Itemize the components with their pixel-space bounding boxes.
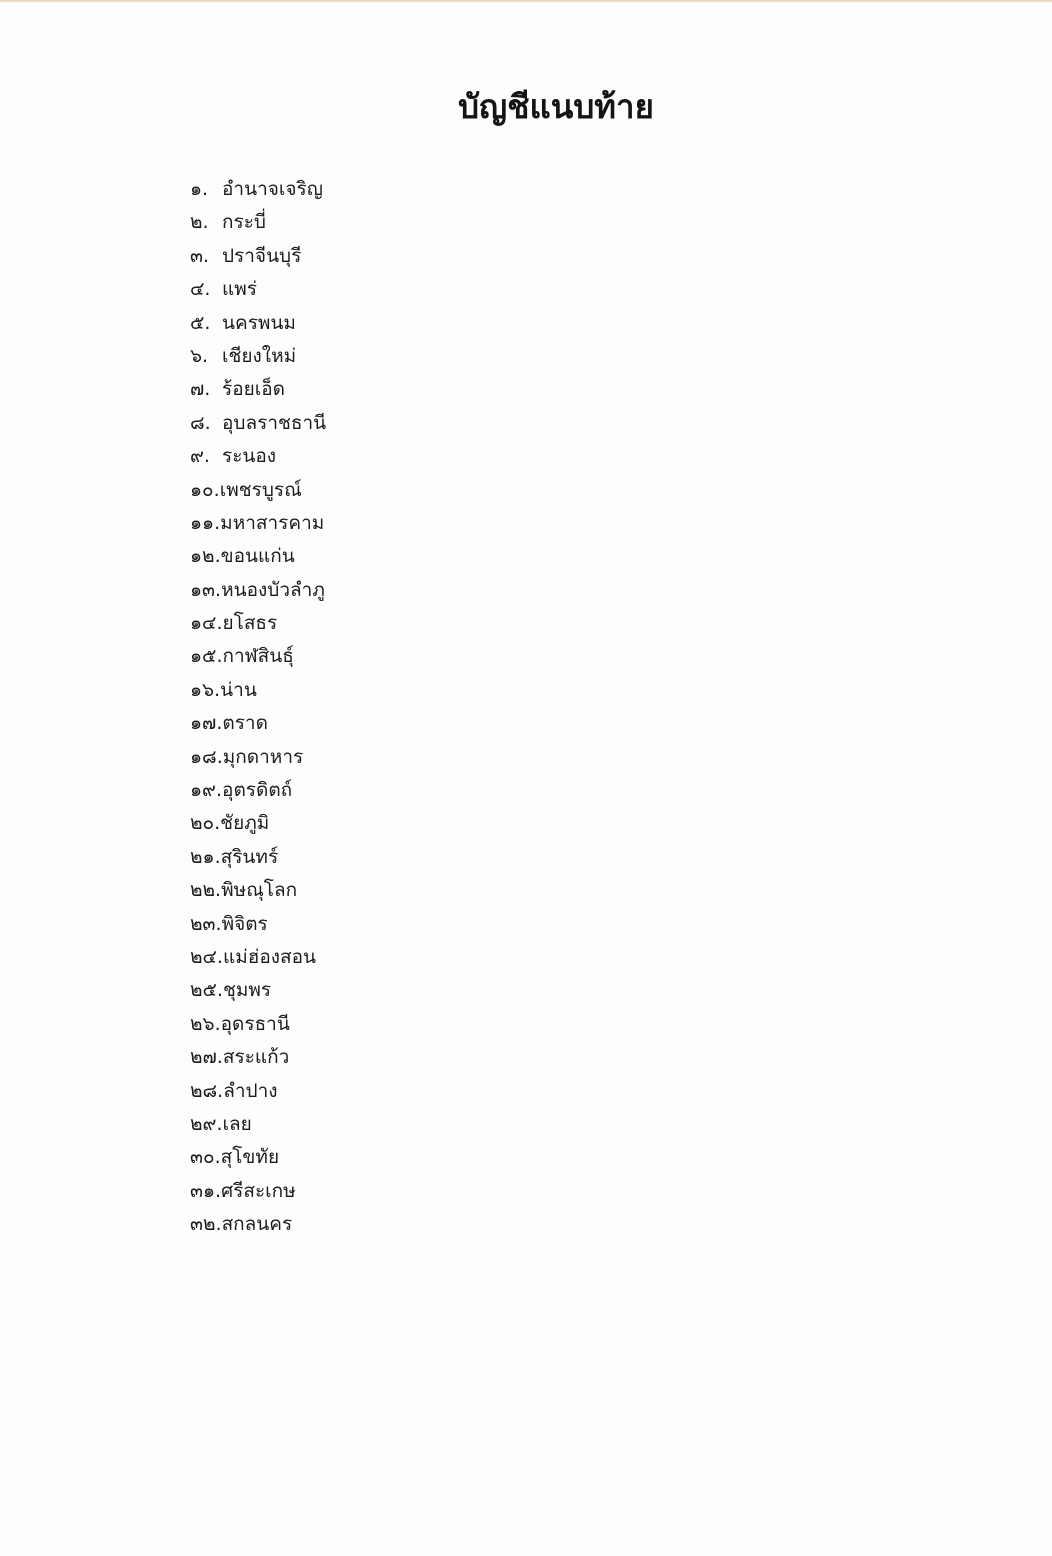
list-item-province-name: ศรีสะเกษ: [221, 1179, 296, 1202]
list-item: [190, 440, 326, 473]
list-item-number: ๒๖.: [190, 1012, 221, 1035]
list-item: [190, 707, 326, 740]
list-item: [190, 1008, 326, 1041]
list-item-province-name: มหาสารคาม: [220, 511, 325, 534]
list-item: [190, 1208, 326, 1241]
list-item: [190, 1175, 326, 1208]
list-item-province-name: เชียงใหม่: [222, 344, 297, 367]
document-title: บัญชีแนบท้าย: [458, 87, 654, 126]
list-item-province-name: หนองบัวลำภู: [221, 578, 325, 601]
list-item-number: ๓๐.: [190, 1146, 221, 1169]
list-item: [190, 307, 326, 340]
list-item-province-name: เพชรบูรณ์: [219, 478, 302, 501]
page-top-edge: [0, 0, 1052, 3]
list-item: [190, 407, 326, 440]
list-item: [190, 340, 326, 373]
list-item-number: ๘.: [190, 411, 211, 434]
list-item-number: ๑๓.: [190, 578, 222, 601]
list-item-province-name: พิจิตร: [221, 912, 268, 935]
list-item: [190, 206, 326, 239]
list-item: [190, 741, 326, 774]
list-item: [190, 1041, 326, 1074]
list-item-number: ๒๐.: [190, 812, 221, 835]
list-item-province-name: ขอนแก่น: [220, 545, 295, 568]
list-item-number: ๙.: [190, 445, 210, 468]
list-item-province-name: นครพนม: [222, 311, 296, 334]
province-list: [190, 173, 326, 1242]
list-item-province-name: พิษณุโลก: [221, 879, 298, 902]
list-item-province-name: ปราจีนบุรี: [222, 244, 302, 267]
list-item-province-name: เลย: [222, 1112, 252, 1135]
list-item-number: ๒๔.: [190, 945, 223, 968]
list-item-number: ๒๓.: [190, 912, 222, 935]
list-item-number: ๑๗.: [190, 712, 223, 735]
list-item: [190, 507, 326, 540]
list-item-number: ๔.: [190, 278, 211, 301]
list-item-number: ๓.: [190, 244, 210, 267]
list-item-number: ๖.: [190, 344, 209, 367]
list-item-number: ๓๑.: [190, 1179, 222, 1202]
list-item: [190, 173, 326, 206]
list-item: [190, 273, 326, 306]
list-item-province-name: อุตรดิตถ์: [222, 779, 293, 802]
list-item-province-name: อุบลราชธานี: [222, 411, 327, 434]
list-item-number: ๑๒.: [190, 545, 221, 568]
list-item-province-name: มุกดาหาร: [222, 745, 304, 768]
list-item: [190, 640, 326, 673]
list-item-number: ๒๙.: [190, 1112, 223, 1135]
list-item: [190, 1141, 326, 1174]
list-item: [190, 373, 326, 406]
list-item-number: ๒๒.: [190, 879, 222, 902]
list-item-number: ๑๙.: [190, 779, 223, 802]
list-item-province-name: อุดรธานี: [220, 1012, 290, 1035]
list-item-number: ๗.: [190, 378, 211, 401]
list-item-number: ๒๕.: [190, 979, 223, 1002]
list-item: [190, 1108, 326, 1141]
list-item: [190, 774, 326, 807]
list-item-number: ๒๘.: [190, 1079, 224, 1102]
list-item-number: ๑๐.: [190, 478, 220, 501]
list-item: [190, 474, 326, 507]
list-item-province-name: อำนาจเจริญ: [222, 178, 323, 200]
list-item: [190, 574, 326, 607]
list-item-province-name: แพร่: [222, 278, 257, 301]
list-item-province-name: ยโสธร: [222, 612, 278, 635]
list-item: [190, 941, 326, 974]
list-item: [190, 807, 326, 840]
list-item-province-name: กระบี่: [222, 211, 266, 234]
list-item-number: ๒๗.: [190, 1046, 223, 1069]
list-item-number: ๓๒.: [190, 1213, 222, 1236]
list-item-number: ๑๔.: [190, 612, 223, 635]
list-item-number: ๒๑.: [190, 845, 221, 868]
list-item-province-name: ชัยภูมิ: [220, 812, 270, 835]
list-item-province-name: ชุมพร: [222, 979, 272, 1002]
list-item: [190, 607, 326, 640]
list-item: [190, 1075, 326, 1108]
list-item-number: ๑๕.: [190, 645, 223, 668]
list-item-province-name: ลำปาง: [223, 1079, 278, 1102]
list-item-number: ๒.: [190, 211, 209, 234]
list-item-province-name: สกลนคร: [221, 1213, 293, 1236]
list-item-number: ๑๘.: [190, 745, 223, 768]
list-item-number: ๑๑.: [190, 511, 221, 534]
list-item-province-name: สุรินทร์: [220, 845, 279, 868]
list-item: [190, 240, 326, 273]
list-item-province-name: แม่ฮ่องสอน: [222, 945, 317, 968]
list-item-province-name: ร้อยเอ็ด: [222, 378, 285, 401]
list-item-province-name: กาฬสินธุ์: [222, 645, 294, 668]
list-item-province-name: ตราด: [222, 712, 268, 735]
list-item-province-name: สุโขทัย: [220, 1146, 280, 1169]
list-item: [190, 540, 326, 573]
list-item: [190, 674, 326, 707]
list-item: [190, 874, 326, 907]
list-item: [190, 841, 326, 874]
list-item: [190, 908, 326, 941]
list-item-number: ๕.: [190, 311, 211, 334]
list-item-number: ๑๖.: [190, 678, 221, 701]
list-item-number: ๑.: [190, 178, 209, 200]
list-item-province-name: ระนอง: [222, 445, 277, 468]
list-item-province-name: น่าน: [220, 678, 257, 701]
list-item-province-name: สระแก้ว: [222, 1046, 290, 1069]
list-item: [190, 974, 326, 1007]
